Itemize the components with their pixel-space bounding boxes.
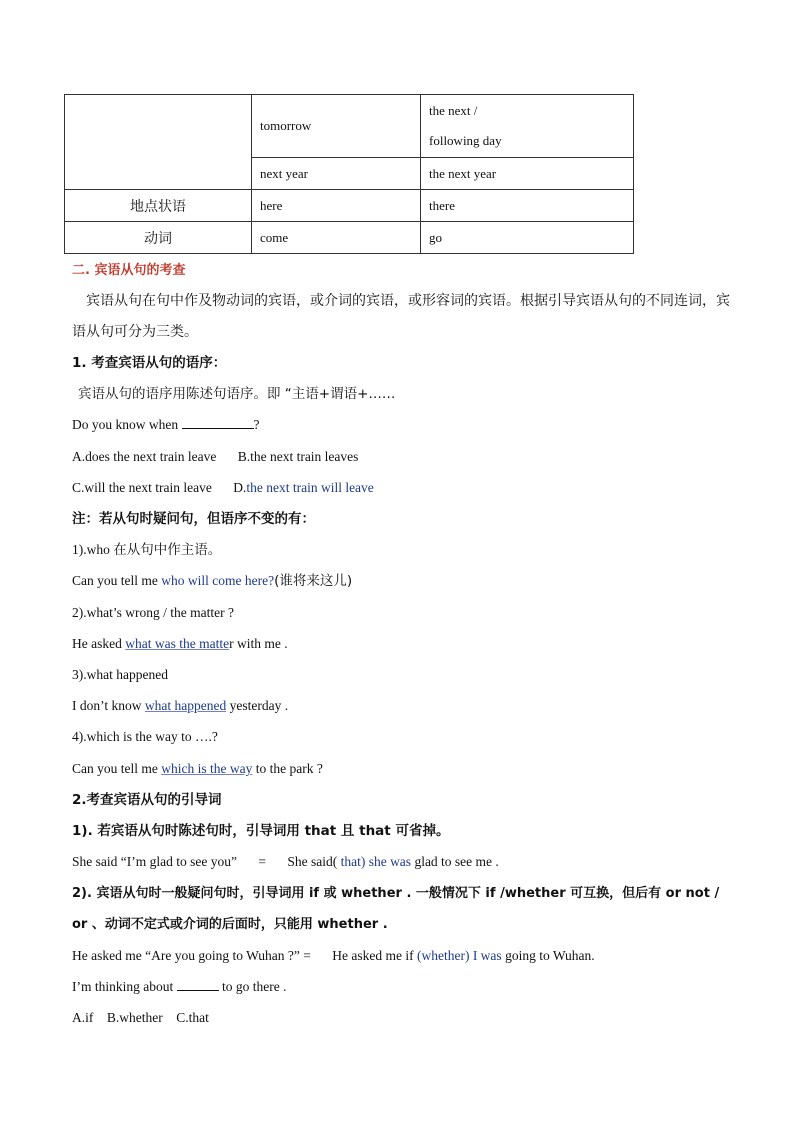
p1-title: 1. 考查宾语从句的语序： xyxy=(72,355,227,371)
table-cell: go xyxy=(421,222,634,254)
table-cell: tomorrow xyxy=(252,95,421,158)
options-cd xyxy=(72,478,374,498)
table-cell: 动词 xyxy=(65,222,252,254)
table-cell: 地点状语 xyxy=(65,190,252,222)
table-row xyxy=(65,222,634,254)
question-text: I’m thinking about xyxy=(72,979,177,994)
question-text: Do you know when xyxy=(72,417,179,432)
table-cell: the next year xyxy=(421,158,634,190)
p2-title: 2.考查宾语从句的引导词 xyxy=(72,792,222,808)
table-cell-empty xyxy=(65,95,252,190)
note-2: 2).what’s wrong / the matter ? xyxy=(72,605,234,620)
answer-blank xyxy=(182,416,254,429)
p2-rule-2-line-2: or 、动词不定式或介词的后面时，只能用 whether . xyxy=(72,917,388,932)
note-1-text: 在从句中作主语。 xyxy=(113,542,222,558)
example-text: He asked me if xyxy=(332,948,417,963)
note-1 xyxy=(72,540,221,560)
example-highlight: (whether) I was xyxy=(416,948,502,963)
option-d-text: the next train will leave xyxy=(246,480,374,495)
p2-example-1 xyxy=(72,852,499,872)
example-2 xyxy=(72,634,288,654)
intro-paragraph: 宾语从句在句中作及物动词的宾语，或介词的宾语，或形容词的宾语。根据引导宾语从句的不同连词，宾语从句可分为三类。 xyxy=(72,293,730,340)
example-translation: (谁将来这儿) xyxy=(274,573,353,589)
note-1-label: 1).who xyxy=(72,542,114,557)
p2-options: A.if B.whether C.that xyxy=(72,1010,209,1025)
option-d-label: D. xyxy=(233,480,247,495)
question-text: to go there . xyxy=(218,979,287,994)
example-highlight: that) she was xyxy=(340,854,412,869)
example-text: Can you tell me xyxy=(72,761,162,776)
table-cell: come xyxy=(252,222,421,254)
p2-rule-1: 1). 若宾语从句时陈述句时，引导词用 that 且 that 可省掉。 xyxy=(72,823,450,839)
section-title: 二. 宾语从句的考查 xyxy=(72,263,186,278)
example-text: I don’t know xyxy=(72,698,145,713)
example-text: He asked me “Are you going to Wuhan ?” = xyxy=(72,948,311,963)
table-row xyxy=(65,190,634,222)
equals-sign: = xyxy=(258,854,266,869)
table-cell: next year xyxy=(252,158,421,190)
example-text: She said( xyxy=(287,854,341,869)
table-cell: here xyxy=(252,190,421,222)
example-highlight: what was the matte xyxy=(125,636,230,651)
option-b: B.the next train leaves xyxy=(237,449,359,464)
example-text: glad to see me . xyxy=(411,854,499,869)
p1-question xyxy=(72,415,260,435)
example-text: Can you tell me xyxy=(72,573,162,588)
answer-blank xyxy=(177,978,219,991)
example-text: He asked xyxy=(72,636,126,651)
example-text: going to Wuhan. xyxy=(501,948,595,963)
example-text: She said “I’m glad to see you” xyxy=(72,854,237,869)
option-a: A.does the next train leave xyxy=(72,449,217,464)
table-cell-line: following day xyxy=(429,133,502,148)
option-c: C.will the next train leave xyxy=(72,480,212,495)
example-highlight: who will come here? xyxy=(161,573,275,588)
example-4 xyxy=(72,759,323,779)
note-3: 3).what happened xyxy=(72,667,168,682)
example-text: to the park ? xyxy=(252,761,323,776)
table-cell-line: the next / xyxy=(429,103,478,118)
p2-question xyxy=(72,977,286,997)
example-3 xyxy=(72,696,288,716)
example-text: r with me . xyxy=(229,636,288,651)
table-row xyxy=(65,95,634,158)
adverb-conversion-table xyxy=(64,94,634,254)
options-ab xyxy=(72,447,358,467)
note-title: 注：若从句时疑问句，但语序不变的有： xyxy=(72,511,315,527)
p2-example-2 xyxy=(72,946,595,966)
p1-rule: 宾语从句的语序用陈述句语序。即 “主语+谓语+…… xyxy=(78,386,396,402)
example-1 xyxy=(72,571,352,591)
example-highlight: what happened xyxy=(144,698,227,713)
note-4: 4).which is the way to ….? xyxy=(72,729,218,744)
table-cell xyxy=(421,95,634,158)
table-cell: there xyxy=(421,190,634,222)
p2-rule-2-line-1: 2). 宾语从句时一般疑问句时，引导词用 if 或 whether . 一般情况下 if /whether 可互换，但后有 or not / xyxy=(72,886,720,901)
example-text: yesterday . xyxy=(226,698,289,713)
question-mark: ? xyxy=(253,417,260,432)
example-highlight: which is the way xyxy=(161,761,253,776)
